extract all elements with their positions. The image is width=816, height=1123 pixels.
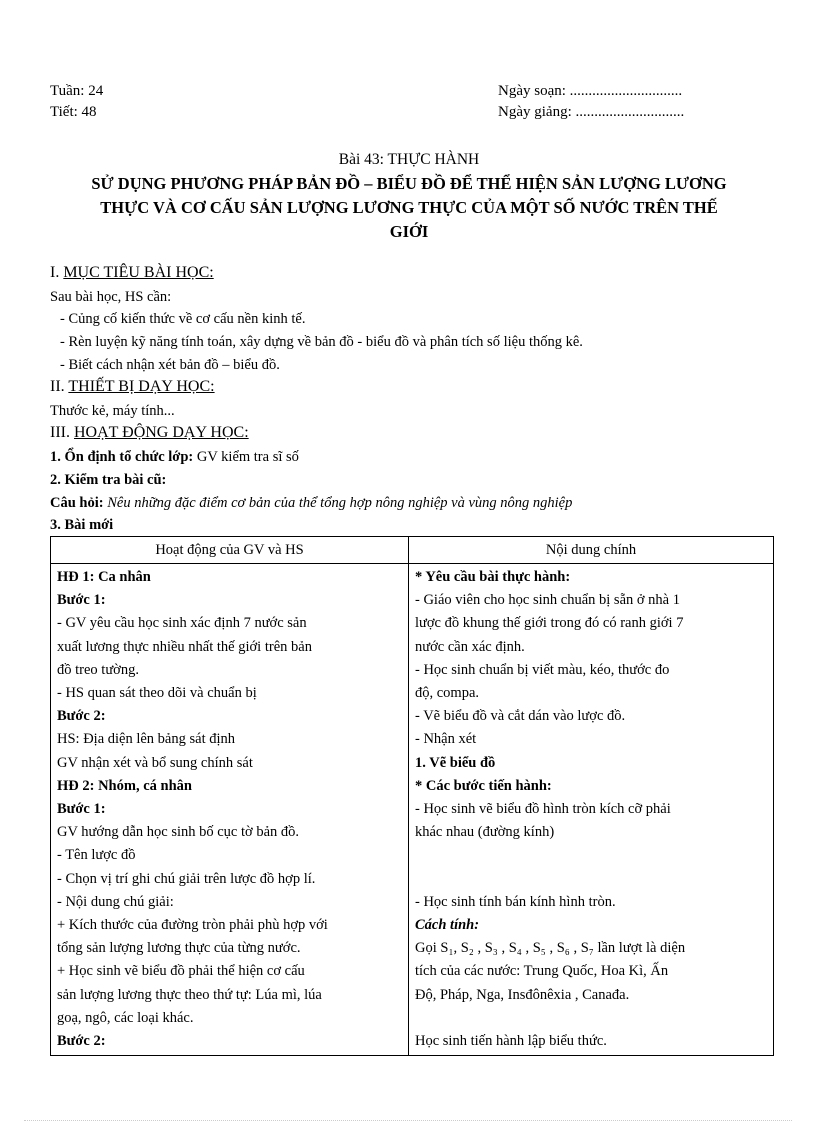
- activity-line: đồ treo tường.: [57, 661, 139, 678]
- activity-line: Bước 1:: [57, 592, 106, 609]
- content-line: - Vẽ biểu đồ và cắt dán vào lược đồ.: [415, 708, 626, 725]
- activity-line: tổng sản lượng lương thực của từng nước.: [57, 940, 301, 957]
- section1-intro: Sau bài học, HS cần:: [50, 289, 172, 305]
- objective-1: - Củng cố kiến thức về cơ cấu nền kinh tế.: [60, 311, 306, 327]
- title-line-3: THỰC VÀ CƠ CẤU SẢN LƯỢNG LƯƠNG THỰC CỦA MỘT SỐ NƯỚC TRÊN THẾ: [100, 198, 718, 217]
- activity-line: - Chọn vị trí ghi chú giải trên lược đồ hợp lí.: [57, 870, 316, 887]
- activity-line: GV nhận xét và bổ sung chính sát: [57, 754, 253, 771]
- content-line: - Giáo viên cho học sinh chuẩn bị sẵn ở nhà 1: [415, 592, 680, 609]
- content-line: - Học sinh chuẩn bị viết màu, kéo, thước đo: [415, 661, 670, 678]
- teach-date: Ngày giảng: .............................: [498, 104, 685, 120]
- content-line: Độ, Pháp, Nga, Insđônêxia , Canađa.: [415, 986, 630, 1003]
- content-line: * Yêu cầu bài thực hành:: [415, 569, 571, 585]
- activity-table: [50, 536, 774, 1056]
- activity-line: xuất lương thực nhiều nhất thế giới trên bản: [57, 638, 312, 655]
- equipment-text: Thước kẻ, máy tính...: [50, 403, 175, 419]
- content-line: 1. Vẽ biểu đồ: [415, 754, 496, 771]
- content-line: - Học sinh tính bán kính hình tròn.: [415, 893, 616, 910]
- content-line: [415, 844, 767, 867]
- content-line: Cách tính:: [415, 917, 480, 934]
- section2-heading: II. THIẾT BỊ DẠY HỌC:: [50, 378, 215, 395]
- content-line: độ, compa.: [415, 685, 480, 702]
- activity-line: Bước 1:: [57, 801, 106, 818]
- content-line: nước cần xác định.: [415, 638, 525, 655]
- activity-line: + Học sinh vẽ biểu đồ phải thể hiện cơ cấu: [57, 963, 305, 980]
- content-line: * Các bước tiến hành:: [415, 777, 552, 794]
- activity-line: goạ, ngô, các loại khác.: [57, 1009, 194, 1026]
- title-line-2: SỬ DỤNG PHƯƠNG PHÁP BẢN ĐỒ – BIỂU ĐỒ ĐỂ THỂ HIỆN SẢN LƯỢNG LƯƠNG: [91, 174, 727, 193]
- content-line: [415, 1007, 767, 1030]
- objective-2: - Rèn luyện kỹ năng tính toán, xây dựng về bản đồ - biểu đồ và phân tích số liệu thống kê.: [60, 334, 583, 350]
- activity-line: sản lượng lương thực theo thứ tự: Lúa mì, lúa: [57, 986, 322, 1003]
- title-line-1: Bài 43: THỰC HÀNH: [338, 151, 480, 168]
- activity-line: HĐ 1: Ca nhân: [57, 569, 151, 585]
- content-line: lược đồ khung thế giới trong đó có ranh giới 7: [415, 615, 684, 632]
- activity-line: - Tên lược đồ: [57, 847, 136, 864]
- activity-line: Bước 2:: [57, 708, 106, 725]
- col-header-content: Nội dung chính: [409, 537, 774, 564]
- activities-cell: [51, 564, 409, 1056]
- week-label: Tuần: 24: [50, 83, 104, 99]
- period-label: Tiết: 48: [50, 104, 97, 120]
- activity-line: - Nội dung chú giải:: [57, 893, 174, 910]
- section1-heading: I. MỤC TIÊU BÀI HỌC:: [50, 264, 214, 281]
- content-line: tích của các nước: Trung Quốc, Hoa Kì, Ấn: [415, 963, 669, 980]
- section3-heading: III. HOẠT ĐỘNG DẠY HỌC:: [50, 424, 249, 441]
- content-line: khác nhau (đường kính): [415, 824, 555, 841]
- activity-line: + Kích thước của đường tròn phải phù hợp với: [57, 917, 328, 934]
- step-1: 1. Ổn định tổ chức lớp: GV kiểm tra sĩ số: [50, 449, 299, 465]
- prep-date: Ngày soạn: ..............................: [498, 83, 683, 99]
- review-question: Câu hỏi: Nêu những đặc điểm cơ bản của thể tổng hợp nông nghiệp và vùng nông nghiệp: [50, 495, 573, 511]
- activity-line: HĐ 2: Nhóm, cá nhân: [57, 777, 192, 794]
- activity-line: HS: Địa diện lên bảng sát định: [57, 731, 236, 748]
- lesson-title: [52, 148, 766, 244]
- objective-3: - Biết cách nhận xét bản đồ – biểu đồ.: [60, 357, 280, 373]
- content-line: [415, 868, 767, 891]
- content-cell: [409, 564, 774, 1056]
- activity-line: - GV yêu cầu học sinh xác định 7 nước sản: [57, 615, 307, 632]
- content-line: - Nhận xét: [415, 731, 477, 748]
- step-2: 2. Kiểm tra bài cũ:: [50, 472, 167, 488]
- activity-line: Bước 2:: [57, 1033, 106, 1050]
- page-bottom-divider: [24, 1120, 792, 1121]
- content-line: Học sinh tiến hành lập biểu thức.: [415, 1033, 607, 1050]
- col-header-activities: Hoạt động của GV và HS: [51, 537, 409, 564]
- activity-line: - HS quan sát theo dõi và chuẩn bị: [57, 685, 257, 702]
- activity-line: GV hướng dẫn học sinh bố cục tờ bản đồ.: [57, 824, 300, 841]
- content-line: - Học sinh vẽ biểu đồ hình tròn kích cỡ phải: [415, 801, 671, 818]
- title-line-4: GIỚI: [389, 222, 429, 241]
- step-3: 3. Bài mới: [50, 517, 114, 533]
- content-line: Gọi S₁, S₂ , S₃ , S₄ , S₅ , S₆ , S₇ lần lượt là diện: [415, 940, 686, 957]
